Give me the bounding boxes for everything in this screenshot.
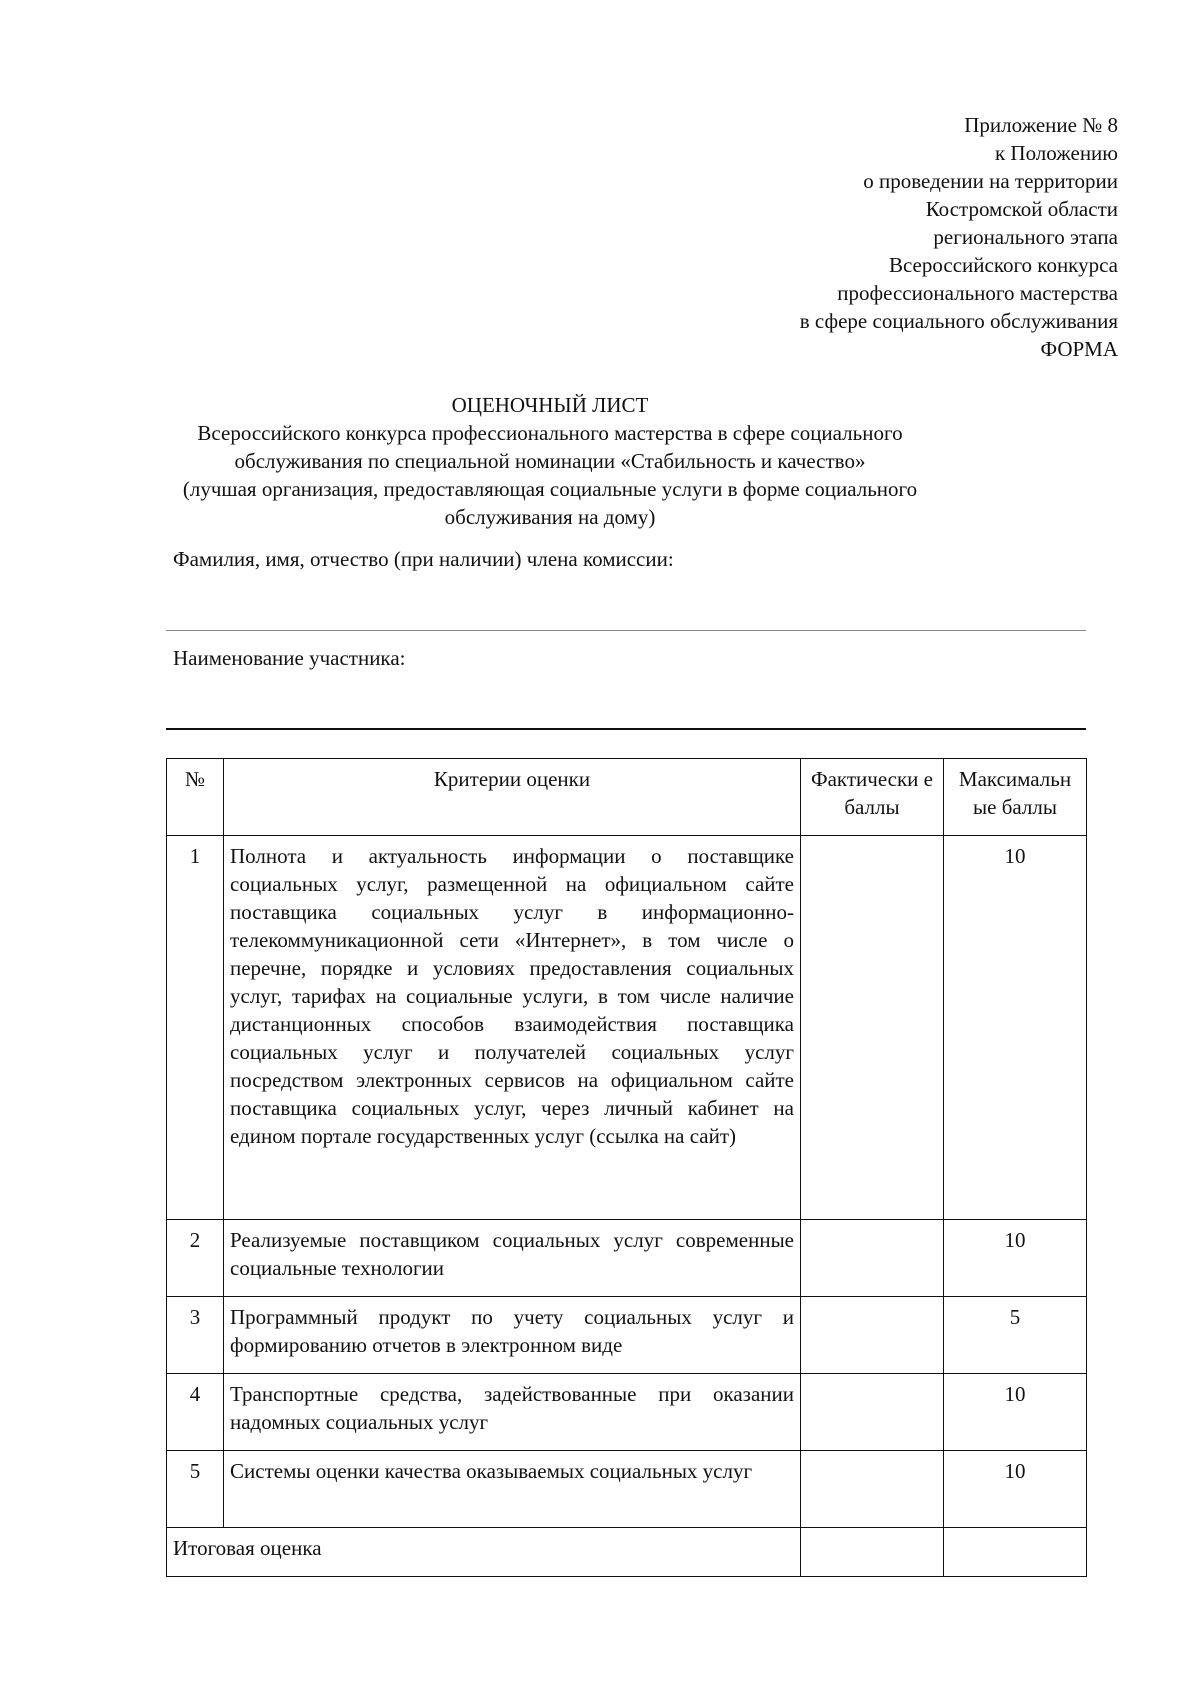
row-actual-score[interactable]	[801, 1451, 944, 1528]
row-actual-score[interactable]	[801, 1220, 944, 1297]
row-num: 2	[167, 1220, 224, 1297]
participant-name-field[interactable]	[166, 728, 1086, 730]
row-num: 1	[167, 836, 224, 1220]
table-row	[167, 1297, 1087, 1374]
total-actual-score[interactable]	[801, 1528, 944, 1577]
appendix-line: Всероссийского конкурса	[888, 253, 1118, 277]
total-label: Итоговая оценка	[167, 1528, 801, 1577]
appendix-line: регионального этапа	[933, 225, 1118, 249]
row-criterion: Программный продукт по учету социальных услуг и формированию отчетов в электронном виде	[224, 1297, 801, 1374]
appendix-line: к Положению	[994, 141, 1118, 165]
commission-member-label: Фамилия, имя, отчество (при наличии) члена комиссии:	[173, 547, 674, 571]
appendix-line: Приложение № 8	[964, 113, 1118, 137]
criteria-table	[166, 758, 1087, 1577]
table-row	[167, 836, 1087, 1220]
appendix-line: в сфере социального обслуживания	[799, 309, 1118, 333]
header-num: №	[167, 759, 224, 836]
row-criterion: Системы оценки качества оказываемых социальных услуг	[224, 1451, 801, 1528]
commission-member-field[interactable]	[166, 630, 1086, 631]
row-actual-score[interactable]	[801, 836, 944, 1220]
row-actual-score[interactable]	[801, 1297, 944, 1374]
row-criterion: Реализуемые поставщиком социальных услуг современные социальные технологии	[224, 1220, 801, 1297]
row-num: 4	[167, 1374, 224, 1451]
title-line: обслуживания на дому)	[444, 505, 656, 529]
row-actual-score[interactable]	[801, 1374, 944, 1451]
form-label: ФОРМА	[1040, 337, 1118, 361]
total-max-score	[944, 1528, 1087, 1577]
table-row	[167, 1374, 1087, 1451]
appendix-line: о проведении на территории	[863, 169, 1118, 193]
appendix-header	[800, 111, 1118, 363]
row-criterion: Полнота и актуальность информации о поставщике социальных услуг, размещенной на официальном сайте поставщика социальных услуг в информационно-телекоммуникационной сети «Интернет», в том числе о перечне, порядке и условиях предоставления социальных услуг, тарифах на социальные услуги, в том числе наличие дистанционных способов взаимодействия поставщика социальных услуг и получателей социальных услуг посредством электронных сервисов на официальном сайте поставщика социальных услуг, через личный кабинет на едином портале государственных услуг (ссылка на сайт)	[224, 836, 801, 1220]
row-criterion: Транспортные средства, задействованные при оказании надомных социальных услуг	[224, 1374, 801, 1451]
table-row	[167, 1451, 1087, 1528]
title-line: (лучшая организация, предоставляющая социальные услуги в форме социального	[182, 477, 918, 501]
document-title: ОЦЕНОЧНЫЙ ЛИСТ	[451, 393, 649, 417]
row-max-score: 5	[944, 1297, 1087, 1374]
appendix-line: профессионального мастерства	[837, 281, 1118, 305]
header-max-score: Максимальн ые баллы	[944, 759, 1087, 836]
title-line: Всероссийского конкурса профессионального мастерства в сфере социального	[197, 421, 903, 445]
title-line: обслуживания по специальной номинации «Стабильность и качество»	[234, 449, 866, 473]
row-num: 5	[167, 1451, 224, 1528]
participant-name-label: Наименование участника:	[173, 646, 406, 670]
total-row	[167, 1528, 1087, 1577]
header-actual-score: Фактически е баллы	[801, 759, 944, 836]
row-num: 3	[167, 1297, 224, 1374]
row-max-score: 10	[944, 836, 1087, 1220]
table-row	[167, 1220, 1087, 1297]
row-max-score: 10	[944, 1451, 1087, 1528]
row-max-score: 10	[944, 1374, 1087, 1451]
row-max-score: 10	[944, 1220, 1087, 1297]
document-title-block	[150, 391, 950, 531]
table-header-row	[167, 759, 1087, 836]
header-criteria: Критерии оценки	[224, 759, 801, 836]
appendix-line: Костромской области	[925, 197, 1118, 221]
